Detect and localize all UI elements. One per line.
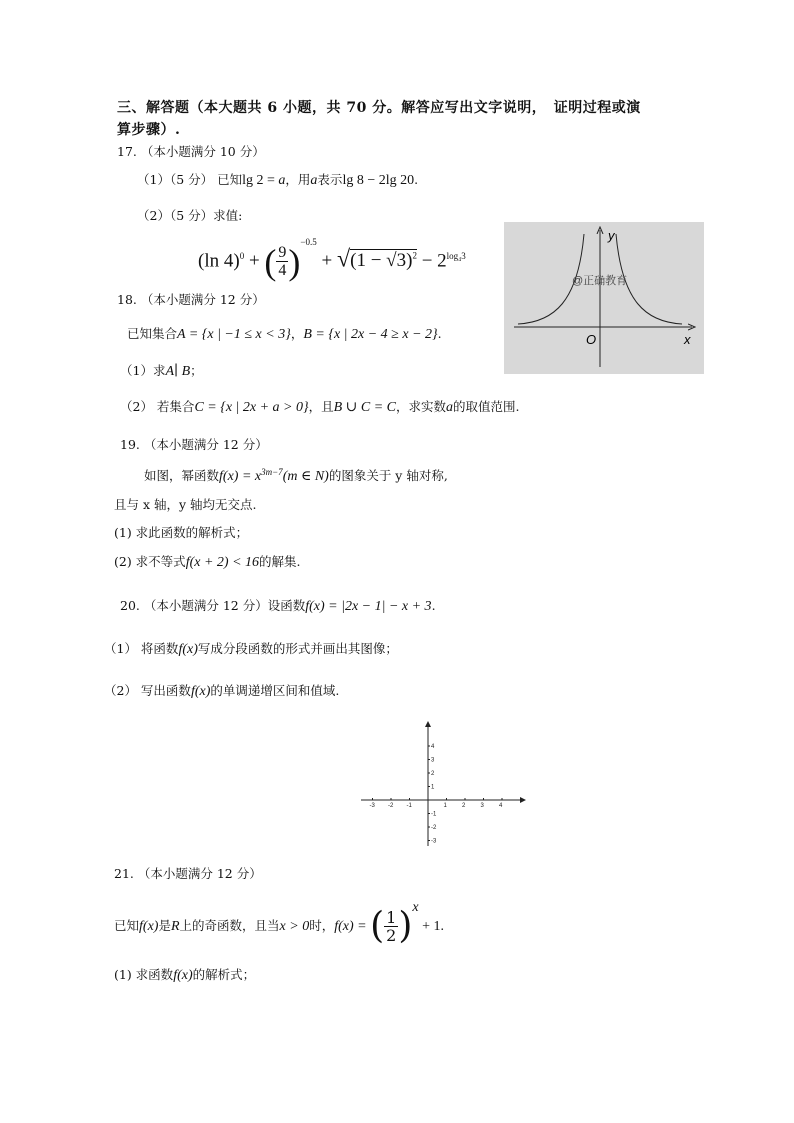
q18-given: 已知集合A = {x | −1 ≤ x < 3}，B = {x | 2x − 4 ≥ x − 2}.	[127, 326, 442, 342]
x-tick-label: -1	[406, 803, 412, 809]
q21-header: 21. （本小题满分 12 分）	[114, 866, 262, 881]
q21-part1: (1) 求函数f(x)的解析式；	[114, 967, 256, 983]
y-tick-label: 1	[431, 784, 435, 791]
q19-line2: 且与 x 轴，y 轴均无交点.	[114, 497, 257, 512]
origin-label: O	[586, 332, 597, 347]
q17-part1: （1）（5 分） 已知lg 2 = a，用a表示lg 8 − 2lg 20.	[137, 172, 419, 188]
q20-header: 20. （本小题满分 12 分）设函数f(x) = |2x − 1| − x + 3.	[120, 598, 436, 614]
q20-part2: （2） 写出函数f(x)的单调递增区间和值域.	[104, 683, 340, 699]
q18-part1: （1）求A∣ B；	[120, 363, 203, 379]
q19-part1: (1) 求此函数的解析式；	[114, 525, 249, 540]
y-tick-label: -1	[431, 811, 437, 818]
q17-part2: （2）（5 分）求值:	[137, 208, 243, 223]
y-tick-label: -3	[431, 838, 437, 845]
x-tick-label: -3	[369, 803, 375, 809]
x-tick-label: 4	[499, 803, 503, 809]
x-tick-label: 2	[462, 803, 466, 809]
q19-line1: 如图，幂函数$f(x) = x^{3m-7}(m$ ∈ N)的图象关于 y 轴对称,	[144, 467, 448, 485]
x-tick-label: 1	[443, 803, 447, 809]
section-heading: 三、解答题（本大题共 6 小题，共 70 分。解答应写出文字说明， 证明过程或演	[117, 100, 641, 116]
power-function-graph	[504, 222, 704, 374]
q19-header: 19. （本小题满分 12 分）	[120, 437, 268, 452]
y-axis-label: y	[608, 228, 615, 243]
q18-header: 18. （本小题满分 12 分）	[117, 292, 265, 307]
q17-header: 17. （本小题满分 10 分）	[117, 144, 265, 159]
y-tick-label: -2	[431, 825, 437, 831]
q19-part2: (2) 求不等式f(x + 2) < 16的解集.	[114, 554, 301, 570]
q17-formula: (ln 4)$^0$ + ( $\frac{9}{4}$ )$^{-0.5} + √(1 - √3)^2 - 2^{log_43}$	[198, 237, 466, 282]
q21-line1: 已知f(x)是R上的奇函数，且当x > 0时，f(x) = ( $\frac{1}{2}$ )$^x$ + 1.	[114, 900, 445, 947]
x-tick-label: -2	[388, 803, 394, 809]
x-tick-label: 3	[480, 803, 484, 809]
watermark: @正确教育	[572, 275, 628, 287]
y-tick-label: 4	[431, 744, 435, 750]
coordinate-grid	[355, 718, 530, 850]
section-heading-cont: 算步骤）.	[117, 122, 181, 138]
y-tick-label: 3	[431, 757, 435, 764]
x-axis-label: x	[684, 332, 691, 347]
y-tick-label: 2	[431, 771, 435, 777]
q20-part1: （1） 将函数f(x)写成分段函数的形式并画出其图像；	[104, 641, 398, 657]
q18-part2: （2） 若集合C = {x | 2x + a > 0}，且B ∪ C = C，求实数a的取值范围.	[120, 399, 520, 415]
